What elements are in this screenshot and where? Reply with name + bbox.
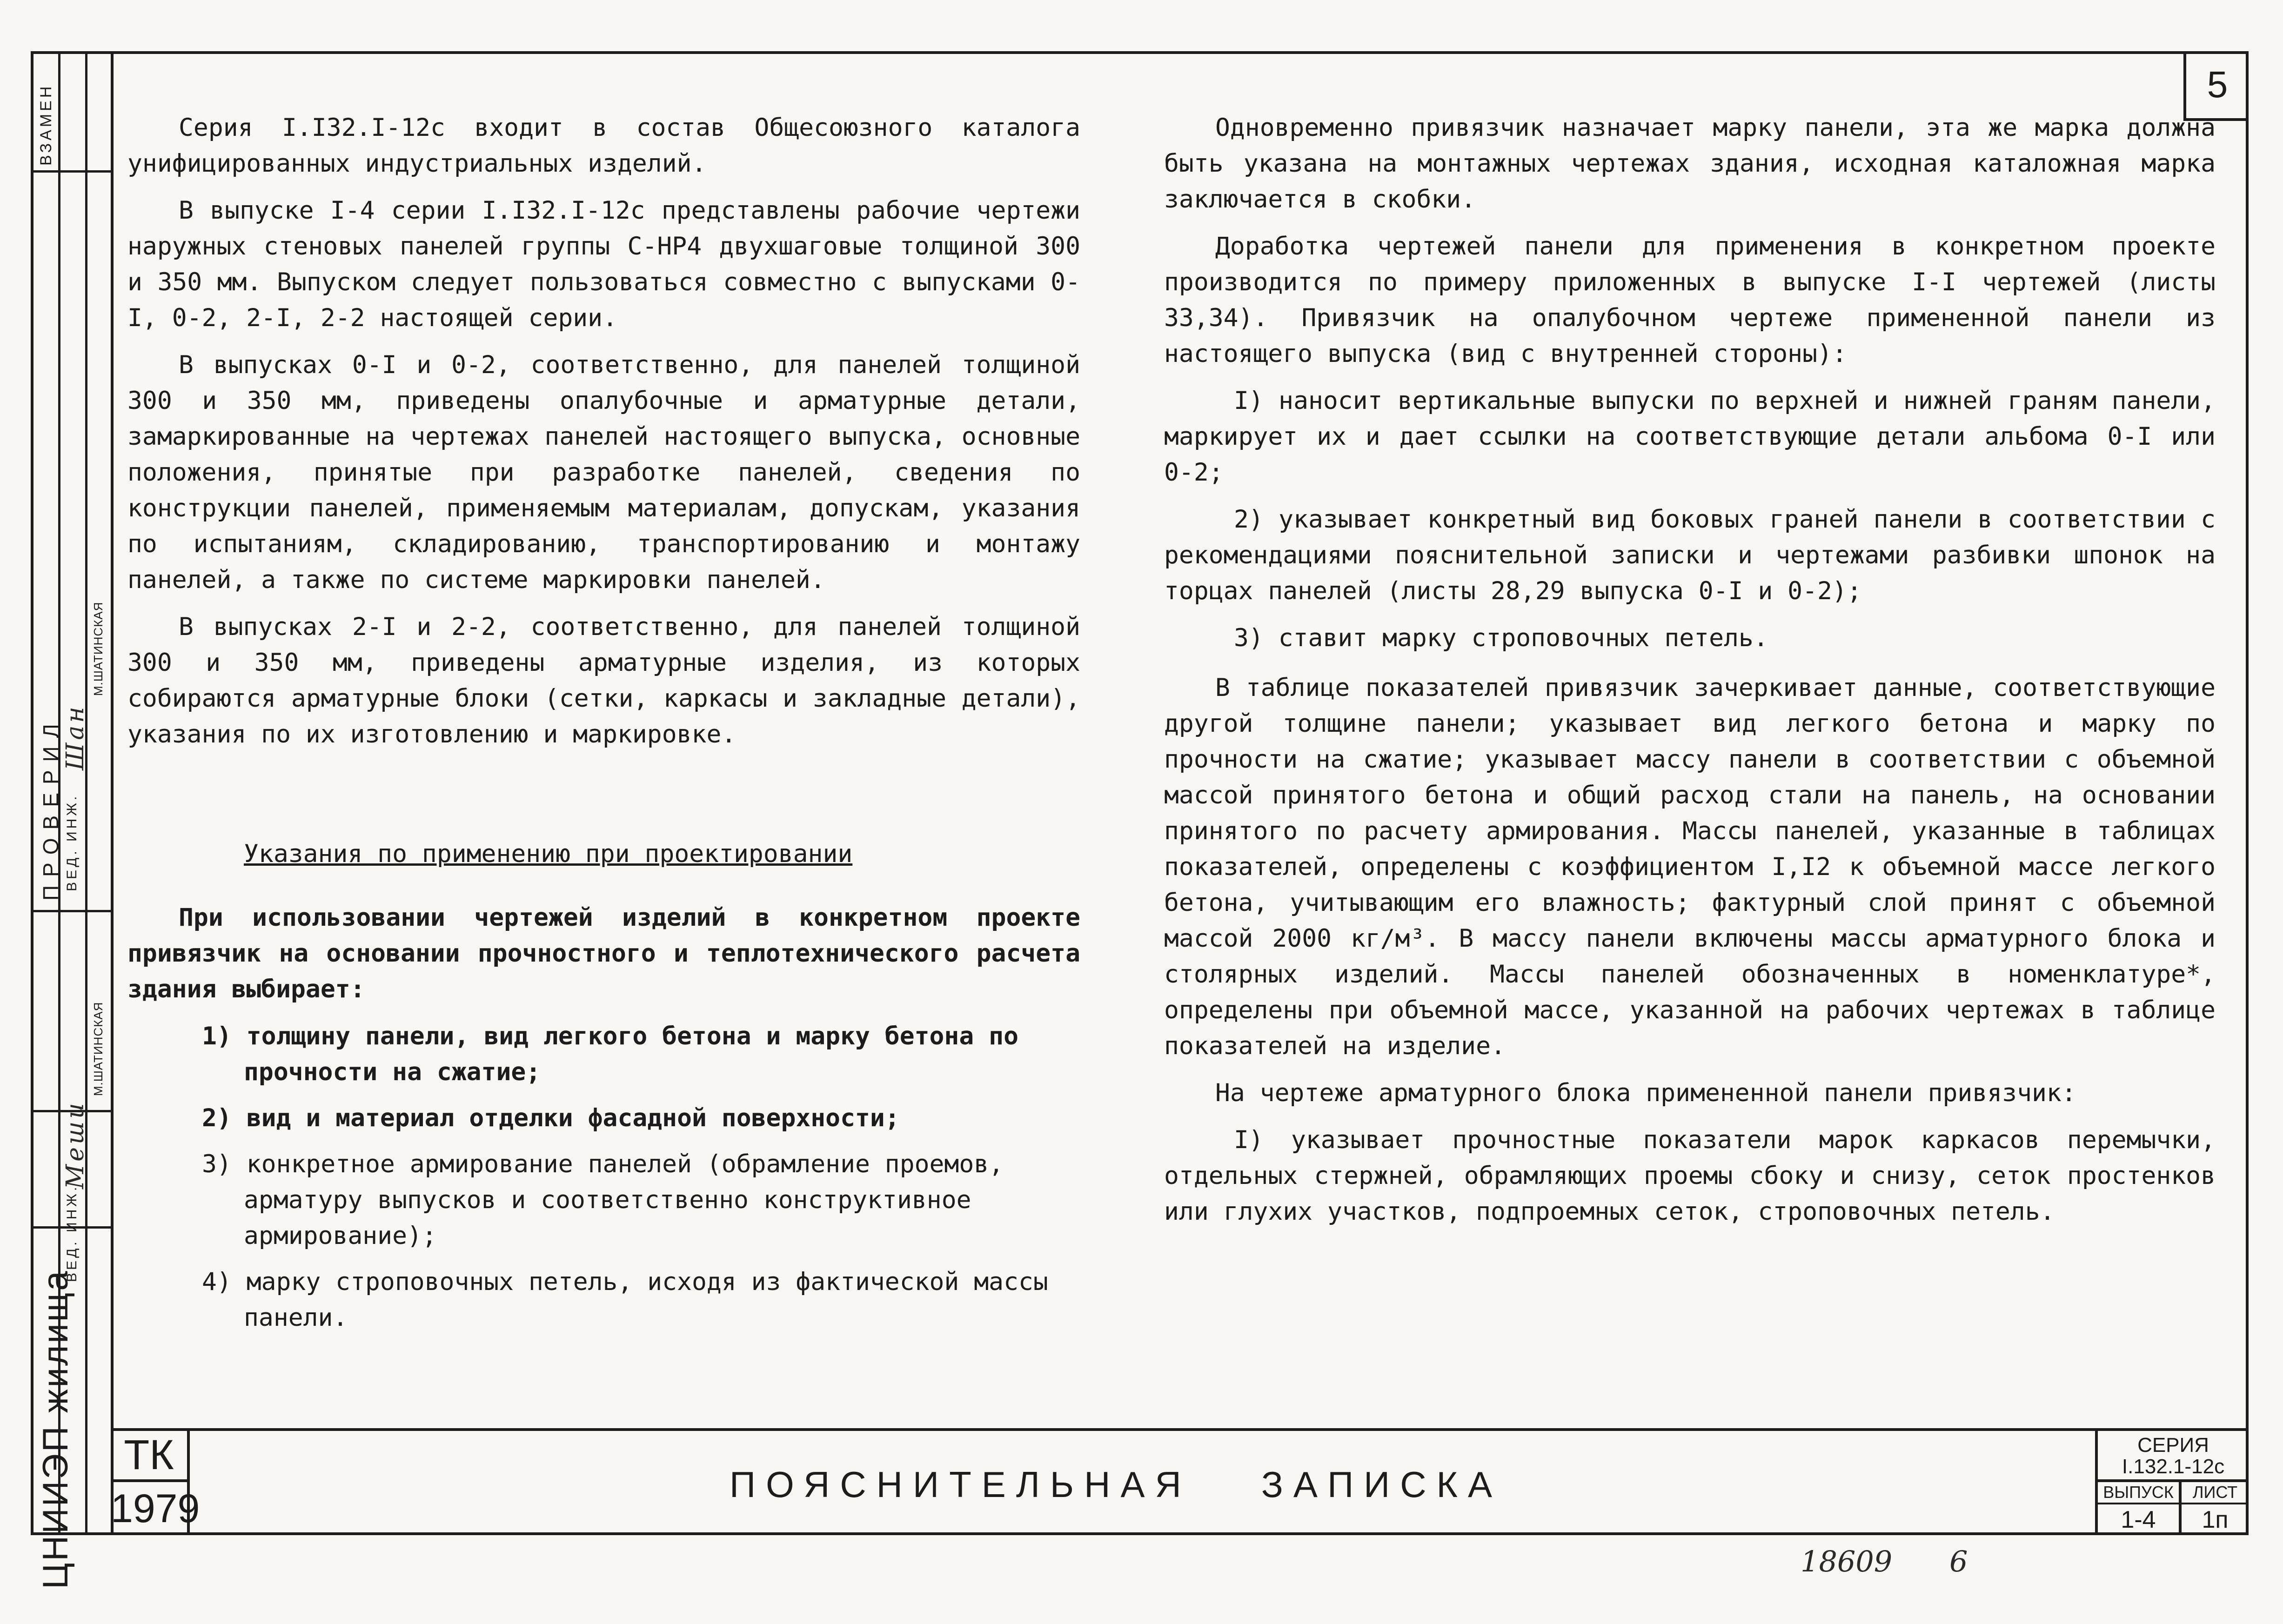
strip-col-3 <box>87 54 111 1532</box>
signature-2: Меши <box>61 1100 89 1189</box>
proveril-label: ПРОВЕРИЛ <box>39 715 63 901</box>
sheet-value: 1п <box>2202 1506 2229 1533</box>
page-number: 6 <box>1949 1544 1968 1578</box>
list-item: 3) конкретное армирование панелей (обрамление проемов, арматуру выпусков и соответственно конструктивное армирование); <box>202 1150 1004 1250</box>
list-item: 3) ставит марку строповочных петель. <box>1234 624 1768 652</box>
name-1: М.ШАТИНСКАЯ <box>91 601 105 696</box>
strip-divider <box>33 170 111 173</box>
name-2: М.ШАТИНСКАЯ <box>91 1002 105 1096</box>
sheet-label: ЛИСТ <box>2182 1482 2249 1504</box>
title-block <box>111 1428 2249 1535</box>
list-item: I) указывает прочностные показатели марок каркасов перемычки, отдельных стержней, обрамляющих проемы сбоку и снизу, сеток простенков или глухих участков, подпроемных сеток, строповочных петель. <box>1164 1126 2216 1226</box>
year-label: 1979 <box>111 1486 200 1531</box>
intro-paragraph-4: В выпусках 2-I и 2-2, соответственно, для панелей толщиной 300 и 350 мм, приведены арматурные изделия, из которых собираются арматурные блоки (сетки, каркасы и закладные детали), указания по их изготовлению и маркировке. <box>127 613 1095 749</box>
series-value: I.132.1-12с <box>2122 1455 2225 1478</box>
intro-paragraph-3: В выпусках 0-I и 0-2, соответственно, для панелей толщиной 300 и 350 мм, приведены опалубочные и арматурные детали, замаркированные на чертежах панелей настоящего выпуска, основные положения, принятые при разработке панелей, сведения по конструкции панелей, применяемым материалам, допускам, указания по испытаниям, складированию, транспортированию и монтажу панелей, а также по системе маркировки панелей. <box>127 351 1095 594</box>
left-column <box>127 110 1095 1346</box>
organization-logo: ЦНИИЭП жилища <box>36 1269 75 1589</box>
right-paragraph-3: В таблице показателей привязчик зачеркивает данные, соответствующие другой толщине панели; указывает вид легкого бетона и марку по прочности на сжатие; указывает массу панели в соответствии с объемной массой принятого бетона и общий расход стали на панель, на основании принятого по расчету армирования. Массы панелей, указанные в таблицах показателей, определены с коэффициентом I,I2 к объемной массе легкого бетона, учитывающим его влажность; фактурный слой принят с объемной массой 2000 кг/м³. В массу панели включены массы арматурного блока и столярных изделий. Массы панелей обозначенных в номенклатуре*, определены при объемной массе, указанной на рабочих чертежах в таблице показателей на изделие. <box>1164 674 2230 1060</box>
approval-strip <box>31 51 111 1589</box>
issue-cell <box>2098 1482 2182 1535</box>
list-item: 4) марку строповочных петель, исходя из фактической массы панели. <box>202 1268 1048 1332</box>
right-column <box>1164 110 2230 1241</box>
tk-label: ТК <box>111 1431 187 1482</box>
tk-cell <box>111 1431 200 1535</box>
section-title: Указания по применению при проектировании <box>244 840 853 868</box>
right-paragraph-4: На чертеже арматурного блока примененной панели привязчик: <box>1215 1079 2076 1107</box>
document-title <box>730 1464 1572 1506</box>
vzamen-label: ВЗАМЕН <box>37 83 55 166</box>
series-cell <box>2098 1431 2249 1482</box>
intro-paragraph-1: Серия I.I32.I-12с входит в состав Общесоюзного каталога унифицированных индустриальных изделий. <box>127 114 1095 178</box>
signature-1: Шан <box>61 704 89 770</box>
list-item: 1) толщину панели, вид легкого бетона и марку бетона по прочности на сжатие; <box>202 1022 1018 1086</box>
ved-inzh-label-2: ВЕД. ИНЖ. <box>64 1184 80 1282</box>
list-item: I) наносит вертикальные выпуски по верхней и нижней граням панели, маркирует их и дает ссылки на соответствующие детали альбома 0-I или 0-2; <box>1164 387 2216 487</box>
ved-inzh-label-1: ВЕД. ИНЖ. <box>64 793 80 891</box>
section-intro: При использовании чертежей изделий в конкретном проекте привязчик на основании прочностного и теплотехнического расчета здания выбирает: <box>127 903 1095 1003</box>
list-item: 2) указывает конкретный вид боковых граней панели в соответствии с рекомендациями пояснительной записки и чертежами разбивки шпонок на торцах панелей (листы 28,29 выпуска 0-I и 0-2); <box>1164 505 2216 605</box>
issue-label: ВЫПУСК <box>2098 1482 2179 1504</box>
right-paragraph-1: Одновременно привязчик назначает марку панели, эта же марка должна быть указана на монтажных чертежах здания, исходная каталожная марка заключается в скобки. <box>1164 114 2230 214</box>
strip-divider <box>33 910 111 912</box>
sheet-cell <box>2182 1482 2249 1535</box>
right-paragraph-2: Доработка чертежей панели для применения в конкретном проекте производится по примеру приложенных в выпуске I-I чертежей (листы 33,34). Привязчик на опалубочном чертеже примененной панели из настоящего выпуска (вид с внутренней стороны): <box>1164 232 2230 368</box>
list-item: 2) вид и материал отделки фасадной поверхности; <box>202 1104 900 1132</box>
sheet-number: 5 <box>2183 51 2249 121</box>
issue-value: 1-4 <box>2121 1506 2156 1533</box>
document-title-word-1: ПОЯСНИТЕЛЬНАЯ <box>730 1464 1192 1505</box>
document-title-word-2: ЗАПИСКА <box>1261 1464 1502 1505</box>
series-label: СЕРИЯ <box>2137 1434 2209 1457</box>
inventory-number: 18609 <box>1801 1544 1893 1578</box>
intro-paragraph-2: В выпуске I-4 серии I.I32.I-12с представлены рабочие чертежи наружных стеновых панелей группы С-НР4 двухшаговые толщиной 300 и 350 мм. Выпуском следует пользоваться совместно с выпусками 0-I, 0-2, 2-I, 2-2 настоящей серии. <box>127 196 1095 332</box>
series-box <box>2095 1431 2249 1535</box>
